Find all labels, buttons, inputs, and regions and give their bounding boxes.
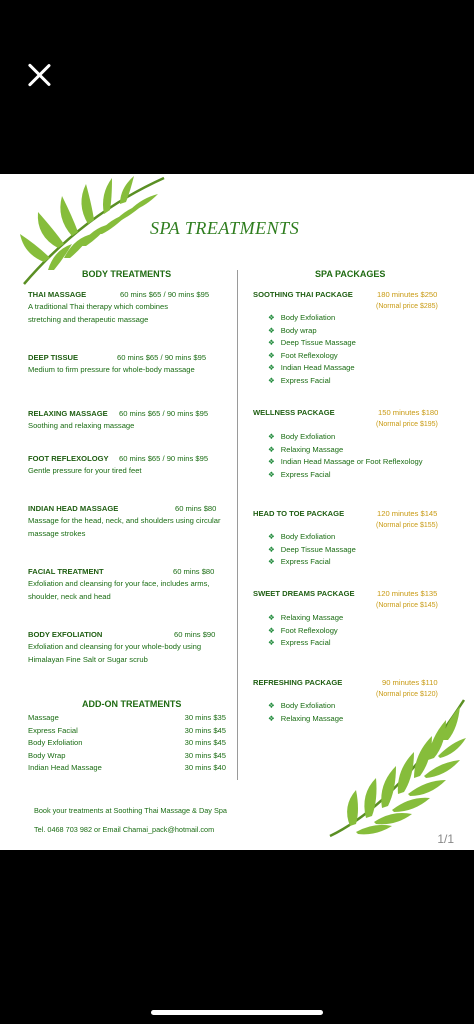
addon-price: 30 mins $35 bbox=[184, 713, 226, 722]
list-item bbox=[268, 350, 356, 363]
bullet-icon: ❖ bbox=[268, 638, 275, 648]
addon-name: Body Wrap bbox=[28, 750, 66, 760]
list-item bbox=[268, 456, 423, 469]
treatment-description: Gentle pressure for your tired feet bbox=[28, 466, 142, 475]
body-treatments-heading: BODY TREATMENTS bbox=[82, 269, 172, 279]
package-normal-price: (Normal price $195) bbox=[376, 421, 438, 428]
package-item: Body Exfoliation bbox=[280, 432, 336, 441]
bullet-icon: ❖ bbox=[268, 313, 275, 322]
treatment-description: A traditional Thai therapy which combines stretching and therapeutic massage bbox=[28, 302, 168, 324]
bullet-icon: ❖ bbox=[268, 713, 275, 723]
addon-price: 30 mins $40 bbox=[184, 763, 226, 773]
home-indicator[interactable] bbox=[151, 1010, 323, 1015]
treatment-price: 60 mins $65 / 90 mins $95 bbox=[117, 353, 207, 362]
treatment-name: RELAXING MASSAGE bbox=[28, 409, 108, 418]
bullet-icon: ❖ bbox=[268, 544, 275, 554]
column-divider bbox=[237, 270, 238, 780]
bullet-icon: ❖ bbox=[268, 557, 275, 567]
bullet-icon: ❖ bbox=[268, 469, 275, 479]
package-includes bbox=[268, 312, 356, 388]
package-item: Deep Tissue Massage bbox=[280, 338, 356, 348]
addon-name: Massage bbox=[28, 713, 59, 722]
palm-leaf-bottom-right-icon bbox=[326, 694, 468, 844]
package-includes bbox=[268, 531, 356, 569]
package-normal-price: (Normal price $145) bbox=[376, 602, 438, 609]
package-item: Express Facial bbox=[280, 469, 331, 479]
bullet-icon: ❖ bbox=[268, 532, 275, 541]
list-item bbox=[268, 612, 343, 625]
bullet-icon: ❖ bbox=[268, 338, 275, 348]
package-item: Body wrap bbox=[280, 325, 317, 335]
treatment-price: 60 mins $90 bbox=[174, 630, 216, 639]
package-item: Relaxing Massage bbox=[280, 444, 344, 454]
bullet-icon: ❖ bbox=[268, 432, 275, 441]
list-item bbox=[268, 312, 356, 325]
package-item: Foot Reflexology bbox=[280, 350, 338, 360]
list-item bbox=[268, 556, 356, 569]
addon-name: Body Exfoliation bbox=[28, 738, 83, 748]
bullet-icon: ❖ bbox=[268, 444, 275, 454]
package-price: 120 minutes $135 bbox=[377, 589, 438, 598]
package-price: 90 minutes $110 bbox=[382, 678, 438, 687]
list-item bbox=[268, 362, 356, 375]
list-item bbox=[268, 431, 423, 444]
footer-contact-text: Tel. 0468 703 982 or Email Chamai_pack@hotmail.com bbox=[34, 825, 215, 834]
package-item: Body Exfoliation bbox=[280, 701, 336, 710]
package-item: Indian Head Massage or Foot Reflexology bbox=[280, 457, 423, 467]
treatment-name: DEEP TISSUE bbox=[28, 353, 79, 362]
treatment-name: INDIAN HEAD MASSAGE bbox=[28, 504, 119, 513]
list-item bbox=[268, 531, 356, 544]
list-item bbox=[268, 637, 343, 650]
package-item: Relaxing Massage bbox=[280, 713, 344, 723]
bullet-icon: ❖ bbox=[268, 457, 275, 467]
treatment-description: Soothing and relaxing massage bbox=[28, 421, 135, 430]
package-item: Relaxing Massage bbox=[280, 613, 344, 622]
package-price: 180 minutes $250 bbox=[377, 290, 438, 299]
package-normal-price: (Normal price $120) bbox=[376, 691, 438, 698]
spa-packages-heading: SPA PACKAGES bbox=[315, 269, 386, 279]
list-item bbox=[268, 444, 423, 457]
treatment-price: 60 mins $80 bbox=[173, 567, 215, 576]
spa-menu-document bbox=[0, 174, 474, 850]
bullet-icon: ❖ bbox=[268, 375, 275, 385]
bullet-icon: ❖ bbox=[268, 625, 275, 635]
addon-price: 30 mins $45 bbox=[184, 750, 226, 760]
treatment-price: 60 mins $65 / 90 mins $95 bbox=[119, 409, 209, 418]
addon-name: Express Facial bbox=[28, 725, 78, 735]
list-item bbox=[268, 544, 356, 557]
addon-price: 30 mins $45 bbox=[184, 738, 226, 748]
list-item bbox=[28, 762, 226, 775]
page-indicator: 1/1 bbox=[437, 832, 454, 846]
list-item bbox=[268, 625, 343, 638]
treatment-name: THAI MASSAGE bbox=[28, 290, 87, 299]
package-includes bbox=[268, 431, 423, 481]
list-item bbox=[268, 375, 356, 388]
package-price: 120 minutes $145 bbox=[377, 509, 438, 518]
list-item bbox=[28, 725, 226, 738]
bullet-icon: ❖ bbox=[268, 613, 275, 622]
treatment-description: Medium to firm pressure for whole-body massage bbox=[28, 365, 195, 374]
package-name: SWEET DREAMS PACKAGE bbox=[253, 589, 355, 598]
list-item bbox=[268, 469, 423, 482]
treatment-price: 60 mins $65 / 90 mins $95 bbox=[119, 454, 209, 463]
package-name: REFRESHING PACKAGE bbox=[253, 678, 343, 687]
package-item: Express Facial bbox=[280, 638, 331, 648]
bullet-icon: ❖ bbox=[268, 350, 275, 360]
addon-list bbox=[28, 712, 226, 775]
addon-treatments-heading: ADD-ON TREATMENTS bbox=[82, 699, 182, 709]
package-name: HEAD TO TOE PACKAGE bbox=[253, 509, 345, 518]
package-name: SOOTHING THAI PACKAGE bbox=[253, 290, 353, 299]
treatment-name: BODY EXFOLIATION bbox=[28, 630, 103, 639]
treatment-description: Exfoliation and cleansing for your face, includes arms, shoulder, neck and head bbox=[28, 579, 210, 601]
package-normal-price: (Normal price $285) bbox=[376, 303, 438, 310]
treatment-price: 60 mins $65 / 90 mins $95 bbox=[120, 290, 210, 299]
package-item: Indian Head Massage bbox=[280, 363, 355, 373]
footer-booking-text: Book your treatments at Soothing Thai Massage & Day Spa bbox=[34, 806, 227, 815]
list-item bbox=[28, 712, 226, 725]
package-item: Express Facial bbox=[280, 557, 331, 567]
package-item: Body Exfoliation bbox=[280, 532, 336, 541]
package-item: Foot Reflexology bbox=[280, 625, 338, 635]
addon-price: 30 mins $45 bbox=[184, 725, 226, 735]
package-item: Express Facial bbox=[280, 375, 331, 385]
package-price: 150 minutes $180 bbox=[378, 408, 439, 417]
bullet-icon: ❖ bbox=[268, 701, 275, 710]
list-item bbox=[268, 337, 356, 350]
package-item: Deep Tissue Massage bbox=[280, 544, 356, 554]
list-item bbox=[268, 325, 356, 338]
treatment-description: Massage for the head, neck, and shoulders using circular massage strokes bbox=[28, 516, 221, 538]
treatment-name: FACIAL TREATMENT bbox=[28, 567, 104, 576]
addon-name: Indian Head Massage bbox=[28, 763, 102, 773]
treatment-description: Exfoliation and cleansing for your whole-body using Himalayan Fine Salt or Sugar scrub bbox=[28, 642, 202, 664]
package-name: WELLNESS PACKAGE bbox=[253, 408, 335, 417]
page-title: SPA TREATMENTS bbox=[150, 218, 300, 238]
treatment-name: FOOT REFLEXOLOGY bbox=[28, 454, 109, 463]
close-button[interactable] bbox=[26, 62, 52, 88]
package-includes bbox=[268, 612, 343, 650]
bullet-icon: ❖ bbox=[268, 325, 275, 335]
bullet-icon: ❖ bbox=[268, 363, 275, 373]
treatment-price: 60 mins $80 bbox=[175, 504, 217, 513]
package-item: Body Exfoliation bbox=[280, 313, 336, 322]
list-item bbox=[28, 750, 226, 763]
package-normal-price: (Normal price $155) bbox=[376, 522, 438, 529]
list-item bbox=[28, 737, 226, 750]
